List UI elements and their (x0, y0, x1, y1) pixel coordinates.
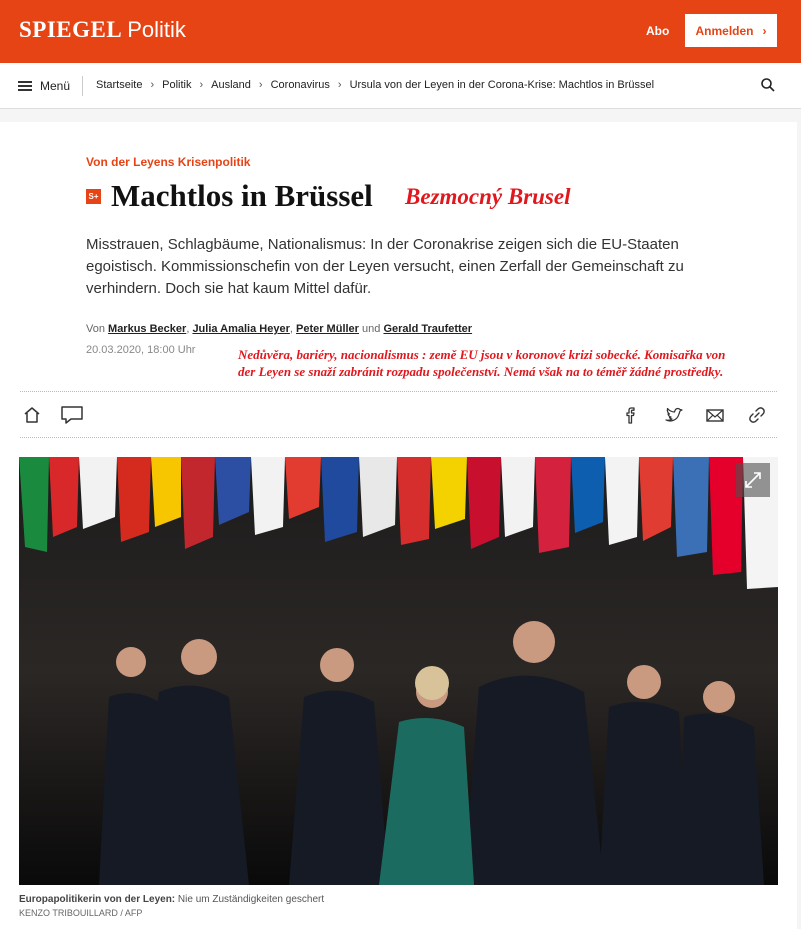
breadcrumb-separator: › (199, 79, 204, 91)
byline-comma: , (289, 323, 293, 335)
hamburger-icon (18, 81, 32, 91)
site-header (0, 0, 801, 63)
logo-text: SPIEGEL (19, 17, 123, 42)
breadcrumb-coronavirus[interactable]: Coronavirus (270, 79, 330, 91)
section-name: Politik (127, 17, 186, 42)
login-label: Anmelden (695, 23, 754, 38)
link-icon[interactable] (747, 405, 767, 425)
spiegel-plus-badge: S+ (86, 189, 101, 204)
spiegel-logo[interactable] (19, 17, 186, 43)
byline-and: und (362, 323, 381, 335)
menu-label: Menü (40, 79, 71, 93)
article-kicker: Von der Leyens Krisenpolitik (86, 155, 251, 169)
title-translation-annotation: Bezmocný Brusel (405, 184, 571, 209)
caption-text: Nie um Zuständigkeiten geschert (177, 894, 325, 905)
twitter-icon[interactable] (664, 405, 684, 425)
page-title: Machtlos in Brüssel (111, 178, 373, 213)
chevron-right-icon: › (762, 23, 767, 38)
publish-date: 20.03.2020, 18:00 Uhr (86, 344, 196, 356)
image-credit: KENZO TRIBOUILLARD / AFP (19, 908, 143, 918)
breadcrumb-current-article[interactable]: Ursula von der Leyen in der Corona-Krise: Machtlos in Brüssel (349, 79, 655, 91)
author-link[interactable]: Peter Müller (295, 323, 359, 335)
search-icon[interactable] (760, 77, 776, 93)
author-link[interactable]: Julia Amalia Heyer (192, 323, 290, 335)
breadcrumb-separator: › (150, 79, 155, 91)
byline (86, 323, 472, 335)
home-icon[interactable] (22, 405, 42, 425)
author-link[interactable]: Gerald Traufetter (383, 323, 473, 335)
mail-icon[interactable] (705, 405, 725, 425)
comment-icon[interactable] (60, 405, 84, 425)
navigation-bar (0, 63, 801, 109)
abo-link[interactable]: Abo (646, 24, 670, 38)
breadcrumb-separator: › (337, 79, 342, 91)
divider (20, 391, 777, 392)
caption-bold: Europapolitikerin von der Leyen: (19, 894, 176, 905)
article-photo (19, 457, 778, 885)
menu-button[interactable] (18, 79, 70, 93)
byline-comma: , (186, 323, 190, 335)
breadcrumb-separator: › (258, 79, 263, 91)
breadcrumb-politik[interactable]: Politik (162, 79, 192, 91)
facebook-icon[interactable] (621, 405, 641, 425)
author-link[interactable]: Markus Becker (108, 323, 187, 335)
photo-illustration (19, 457, 778, 885)
divider (20, 437, 777, 438)
article-card (0, 122, 797, 929)
lead-translation-annotation: Nedůvěra, bariéry, nacionalismus : země EU jsou v koronové krizi sobecké. Komisařka von der Leyen se snaží zabránit rozpadu společenství. Nemá však na to téměř žádné prostředky. (238, 347, 726, 379)
article-lead: Misstrauen, Schlagbäume, Nationalismus: In der Coronakrise zeigen sich die EU-Staaten egoistisch. Kommissionschefin von der Leyen versucht, einen Zerfall der Gemeinschaft zu verhindern. Doch sie hat kaum Mittel dafür. (86, 236, 684, 297)
login-button[interactable] (685, 14, 777, 47)
breadcrumb (96, 79, 654, 91)
expand-icon (736, 463, 770, 497)
breadcrumb-startseite[interactable]: Startseite (96, 79, 143, 91)
divider (82, 76, 83, 96)
image-caption (19, 894, 324, 905)
breadcrumb-ausland[interactable]: Ausland (211, 79, 251, 91)
expand-image-button[interactable] (736, 463, 770, 497)
byline-prefix: Von (86, 323, 105, 335)
